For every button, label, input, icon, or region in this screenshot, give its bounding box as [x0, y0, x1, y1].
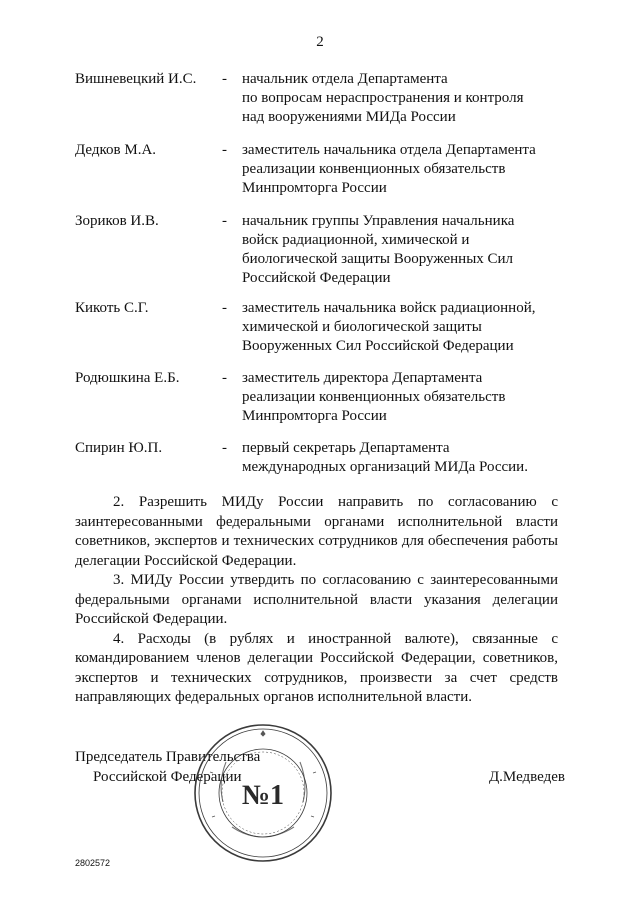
role-line: химической и биологической защиты: [242, 319, 482, 335]
role-line: Минпромторга России: [242, 408, 387, 424]
role-line: заместитель начальника отдела Департамента: [242, 142, 536, 158]
role-line: реализации конвенционных обязательств: [242, 389, 506, 405]
member-name: Вишневецкий И.С.: [75, 71, 197, 87]
member-dash: -: [222, 300, 227, 316]
member-role: [242, 369, 562, 426]
signer-position-line: Российской Федерации: [93, 769, 242, 785]
seal-number: №1: [241, 780, 285, 811]
member-dash: -: [222, 440, 227, 456]
member-role: [242, 141, 562, 198]
role-line: Минпромторга России: [242, 180, 387, 196]
role-line: войск радиационной, химической и: [242, 232, 470, 248]
role-line: начальник группы Управления начальника: [242, 213, 515, 229]
resolution-clauses: [75, 493, 558, 708]
member-role: [242, 439, 562, 477]
member-name: Кикоть С.Г.: [75, 300, 149, 316]
signer-position-line: Председатель Правительства: [75, 749, 261, 765]
member-name: Спирин Ю.П.: [75, 440, 163, 456]
clause-paragraph: 2. Разрешить МИДу России направить по согласованию с заинтересованными федеральными органами исполнительной власти советников, экспертов и технических сотрудников для обеспечения работы делегации Российской Федерации.: [75, 494, 558, 569]
role-line: первый секретарь Департамента: [242, 440, 450, 456]
member-name: Родюшкина Е.Б.: [75, 370, 180, 386]
member-dash: -: [222, 213, 227, 229]
document-code: 2802572: [75, 858, 111, 868]
role-line: международных организаций МИДа России.: [242, 459, 528, 475]
member-name: Дедков М.А.: [75, 142, 157, 158]
member-role: [242, 70, 562, 127]
clause-paragraph: 4. Расходы (в рублях и иностранной валюте), связанные с командированием членов делегации Российской Федерации, советников, экспертов и технических сотрудников, произвести за счет средств направляющих федеральных органов исполнительной власти.: [75, 630, 558, 705]
member-dash: -: [222, 370, 227, 386]
role-line: по вопросам нераспространения и контроля: [242, 90, 524, 106]
member-dash: -: [222, 142, 227, 158]
role-line: заместитель начальника войск радиационной,: [242, 300, 536, 316]
role-line: биологической защиты Вооруженных Сил: [242, 251, 514, 267]
role-line: заместитель директора Департамента: [242, 370, 483, 386]
role-line: над вооружениями МИДа России: [242, 109, 456, 125]
member-role: [242, 212, 562, 288]
role-line: реализации конвенционных обязательств: [242, 161, 506, 177]
role-line: начальник отдела Департамента: [242, 71, 448, 87]
member-name: Зориков И.В.: [75, 213, 159, 229]
signer-name: Д.Медведев: [488, 769, 565, 785]
page-number: 2: [316, 34, 324, 50]
role-line: Вооруженных Сил Российской Федерации: [242, 338, 514, 354]
role-line: Российской Федерации: [242, 270, 391, 286]
clause-paragraph: 3. МИДу России утвердить по согласованию с заинтересованными федеральными органами исполнительной власти указания делегации Российской Федерации.: [75, 572, 558, 627]
official-seal-icon: [192, 722, 334, 864]
member-dash: -: [222, 71, 227, 87]
member-role: [242, 299, 562, 356]
